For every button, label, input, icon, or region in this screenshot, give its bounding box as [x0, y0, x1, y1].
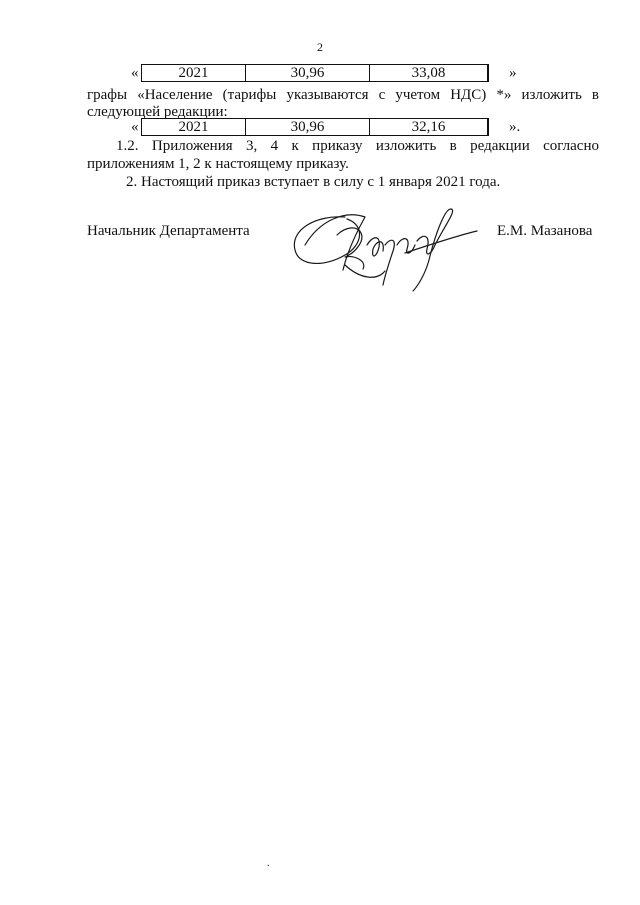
footer-mark: . [267, 858, 270, 869]
table-cell-value-1: 30,96 [246, 65, 370, 81]
open-quote: « [131, 64, 139, 81]
page-number: 2 [317, 40, 323, 54]
paragraph-line: следующей редакции: [87, 104, 228, 120]
tariff-table-row-1 [131, 64, 517, 82]
tariff-cells [141, 64, 489, 82]
signatory-name: Е.М. Мазанова [497, 223, 593, 239]
tariff-table-row-2 [131, 118, 520, 136]
handwritten-signature [285, 205, 485, 295]
item-2: 2. Настоящий приказ вступает в силу с 1 января 2021 года. [126, 174, 501, 190]
close-quote: » [509, 64, 517, 81]
close-quote: ». [509, 118, 521, 135]
table-cell-value-2: 33,08 [370, 65, 488, 81]
table-cell-year: 2021 [142, 119, 246, 135]
table-cell-value-1: 30,96 [246, 119, 370, 135]
signatory-title: Начальник Департамента [87, 223, 250, 239]
paragraph-line: графы «Население (тарифы указываются с учетом НДС) *» изложить в [87, 87, 599, 103]
table-cell-value-2: 32,16 [370, 119, 488, 135]
table-cell-year: 2021 [142, 65, 246, 81]
item-1-2-line: 1.2. Приложения 3, 4 к приказу изложить в редакции согласно [116, 138, 599, 154]
tariff-cells [141, 118, 489, 136]
item-1-2-line: приложениям 1, 2 к настоящему приказу. [87, 156, 349, 172]
open-quote: « [131, 118, 139, 135]
